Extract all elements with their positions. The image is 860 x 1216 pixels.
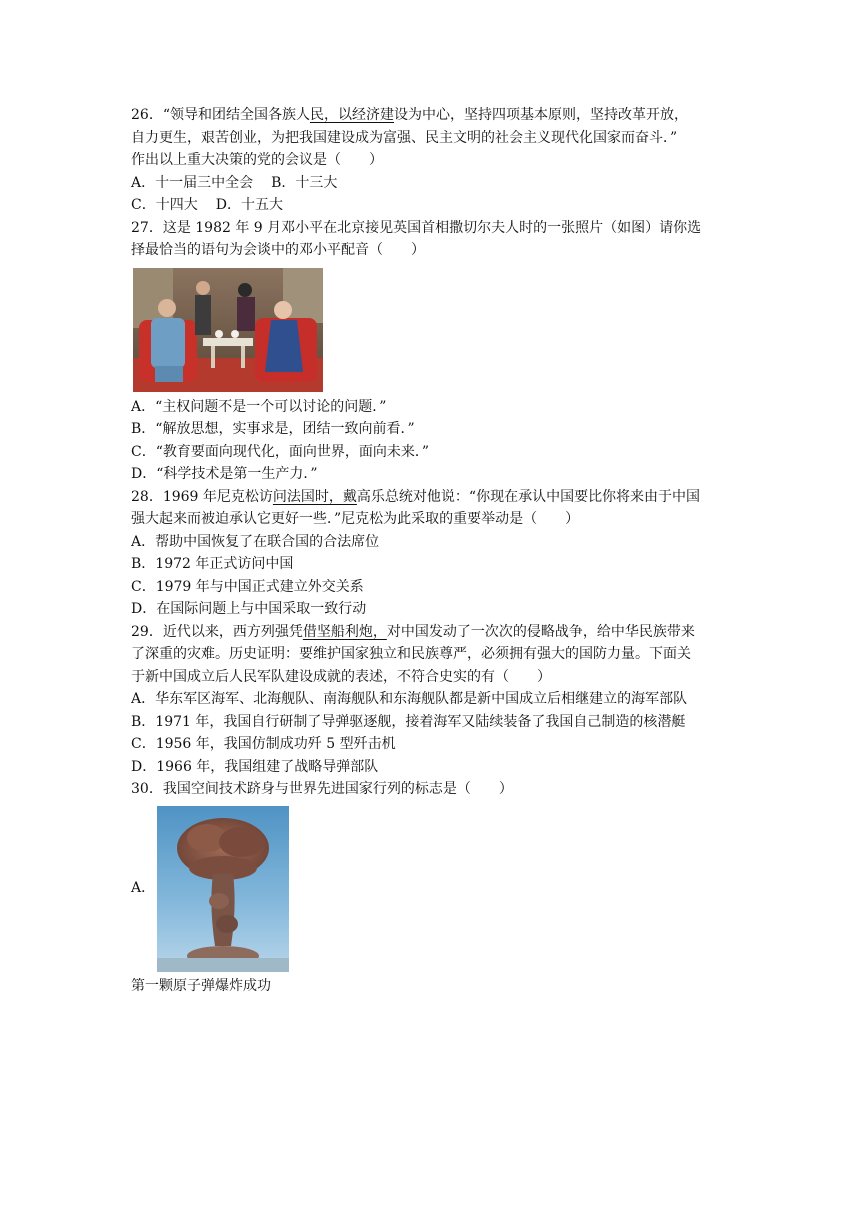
q27-option-b: B．“解放思想，实事求是，团结一致向前看．” <box>131 421 415 437</box>
q30-stem-line-1: 30．我国空间技术跻身与世界先进国家行列的标志是（ ） <box>131 781 513 797</box>
q27-option-a: A．“主权问题不是一个可以讨论的问题．” <box>131 398 387 415</box>
q26-underlined-text: 民，以经济建 <box>309 107 394 123</box>
q26-option-b: B．十三大 <box>271 174 338 191</box>
question-30 <box>131 778 731 997</box>
q29-option-c: C．1956 年，我国仿制成功歼 5 型歼击机 <box>131 736 396 752</box>
question-27 <box>131 217 731 486</box>
q28-stem-line-1: 28．1969 年尼克松访问法国时，戴高乐总统对他说：“你现在承认中国要比你将来由于中国 <box>131 488 701 505</box>
q26-option-c: C．十四大 <box>131 197 198 213</box>
q27-option-d: D．“科学技术是第一生产力．” <box>131 466 318 482</box>
q29-option-d: D．1966 年，我国组建了战略导弹部队 <box>131 758 379 775</box>
q29-underlined-text: 借坚船利炮， <box>302 623 387 640</box>
q28-option-b: B．1972 年正式访问中国 <box>131 556 294 572</box>
q26-stem-line-1: 26．“领导和团结全国各族人民，以经济建设为中心，坚持四项基本原则，坚持改革开放， <box>131 107 688 123</box>
q28-option-c: C．1979 年与中国正式建立外交关系 <box>131 578 364 595</box>
q29-stem-line-1: 29．近代以来，西方列强凭借坚船利炮，对中国发动了一次次的侵略战争，给中华民族带来 <box>131 623 695 640</box>
q29-option-b: B．1971 年，我国自行研制了导弹驱逐舰，接着海军又陆续装备了我国自己制造的核潜艇 <box>131 713 686 730</box>
q26-option-d: D．十五大 <box>215 197 283 213</box>
mushroom-cloud-photo <box>157 806 289 972</box>
q30-option-a-caption: 第一颗原子弹爆炸成功 <box>131 977 271 994</box>
question-29 <box>131 621 731 779</box>
q28-stem-line-2: 强大起来而被迫承认它更好一些．”尼克松为此采取的重要举动是（ ） <box>131 511 580 527</box>
q29-option-a: A．华东军区海军、北海舰队、南海舰队和东海舰队都是新中国成立后相继建立的海军部队 <box>131 691 688 707</box>
q28-option-a: A．帮助中国恢复了在联合国的合法席位 <box>131 533 380 550</box>
q26-stem-line-2: 自力更生，艰苦创业，为把我国建设成为富强、民主文明的社会主义现代化国家而奋斗．” <box>131 129 678 146</box>
meeting-photo-image <box>133 268 323 392</box>
q30-option-a-row <box>131 805 731 973</box>
q28-option-d: D．在国际问题上与中国采取一致行动 <box>131 601 367 617</box>
q28-underlined-text: 问法国时，戴 <box>272 488 357 505</box>
question-26 <box>131 104 731 217</box>
q29-stem-line-3: 于新中国成立后人民军队建设成就的表述，不符合史实的有（ ） <box>131 668 551 685</box>
q27-option-c: C．“教育要面向现代化，面向世界，面向未来．” <box>131 443 430 460</box>
mushroom-cloud-image <box>157 806 289 972</box>
q30-option-a-label: A． <box>131 880 156 897</box>
q29-stem-line-2: 了深重的灾难。历史证明：要维护国家独立和民族尊严，必须拥有强大的国防力量。下面关 <box>131 646 691 662</box>
q26-option-a: A．十一届三中全会 <box>131 174 254 191</box>
q27-stem-line-1: 27．这是 1982 年 9 月邓小平在北京接见英国首相撒切尔夫人时的一张照片（如图）请你选 <box>131 219 702 236</box>
q26-options-row-1 <box>131 172 731 195</box>
q27-stem-line-2: 择最恰当的语句为会谈中的邓小平配音（ ） <box>131 242 425 258</box>
q26-options-row-2 <box>131 194 731 217</box>
q26-stem-line-3: 作出以上重大决策的党的会议是（ ） <box>131 152 383 168</box>
meeting-photo <box>133 268 323 392</box>
question-28 <box>131 486 731 621</box>
exam-page <box>131 104 731 997</box>
